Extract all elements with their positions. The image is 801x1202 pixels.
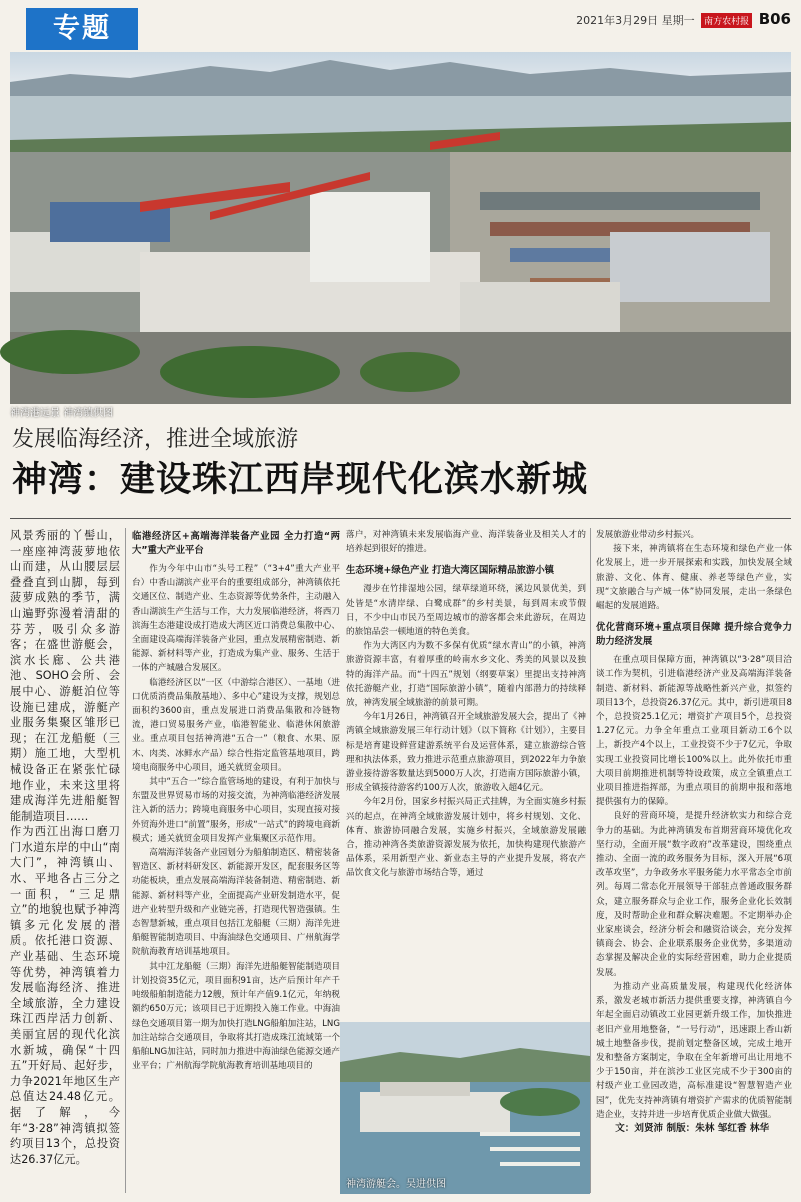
- lead-paragraph: 作为西江出海口磨刀门水道东岸的中山“南大门”，神湾镇山、水、平地各占三分之一面积，“三足鼎立”的地貌也赋予神湾镇多元化发展的潜质。依托港口资源、产业基础、生态环境等优势，神湾镇着力发展临海经济、推进全域旅游，全力建设珠江西岸活力创新、美丽宜居的现代化滨水新城，确保“十四五”开好局、起好步，力争2021年地区生产总值达24.48亿元。据了解，今年“3·28”神湾镇拟签约项目13个，总投资达26.37亿元。: [10, 825, 120, 1166]
- byline: 文：刘贤沛 制版：朱林 邹红香 林华: [615, 1122, 770, 1134]
- headline-subtitle: 发展临海经济，推进全域旅游: [12, 427, 299, 452]
- issue-date: 2021年3月29日: [576, 14, 659, 27]
- article-paragraph: 发展旅游业带动乡村振兴。: [596, 530, 700, 540]
- inset-photo: [340, 1022, 590, 1194]
- article-paragraph: 临港经济区以“一区（中游综合港区）、一基地（进口优质消费品集散基地）、多中心”建设为支撑，规划总面积约3600亩，重点发展进口消费品集散和冷链物流，港口贸易服务产业，临港智能业、临港休闲旅游业。重点项目包括神湾港“五合一”（粮食、水果、原木、肉类、冰鲜水产品）综合性指定监管基地项目，跨境电商服务中心项目，通关就贸金项目。: [132, 677, 340, 773]
- marina-illustration: [340, 1022, 590, 1194]
- newspaper-brand: 南方农村报: [701, 13, 752, 28]
- inset-photo-caption: 神湾游艇会。吴进供图: [346, 1179, 446, 1190]
- article-paragraph: 高端海洋装备产业园划分为船舶制造区、精密装备智造区、新材料研发区、新能源开发区，配套服务区等功能板块，重点发展高端海洋装备制造、精密制造、新能源、新材料等产业，全面提高产业研发制造水平，促进产业转型升级和产业链完善，打造现代智造强镇。生态智慧新城，重点项目包括江龙船艇（三期）海洋先进船艇智能制造项目、中海油绿色交通项目、广州航海学院航海教育培训基地项目。: [132, 848, 340, 958]
- hero-photo-caption: 神湾港远景 神湾镇供图: [10, 408, 114, 419]
- article-paragraph: 其中江龙船艇（三期）海洋先进船艇智能制造项目计划投资35亿元，项目面积91亩，达产后预计年产千吨级船舶制造能力12艘，预计年产值9.1亿元，年纳税额约650万元；该项目已于近期投入施工作业。中海油绿色交通项目第一期为加快打造LNG船舶加注站，LNG加注站综合交通项目，争取将其打造成珠江流域第一个船舶LNG加注站，同时加力推进中海油绿色能源交通产业平台；广州航海学院航海教育培训基地项目的: [132, 961, 340, 1072]
- lead-paragraph: 风景秀丽的丫髻山，一座座神湾菠萝地依山而建，从山腰层层叠叠直到山脚，每到菠萝成熟的季节，满山遍野弥漫着清甜的芬芳，吸引众多游客；在盛世游艇会，滨水长廊、公共港池、SOHO会所、会展中心、游艇泊位等设施已建成，游艇产业服务集聚区雏形已现；在江龙船艇（三期）施工地，大型机械设备正在紧张忙碌地作业，未来这里将建成海洋先进船艇智能制造项目……: [10, 529, 120, 823]
- column-divider: [590, 528, 591, 1193]
- section-title-tourism: 生态环境+绿色产业 打造大湾区国际精品旅游小镇: [346, 565, 554, 577]
- section-title-industry: 临港经济区+高端海洋装备产业园 全力打造“两大”重大产业平台: [132, 531, 340, 556]
- headline-rule: [10, 518, 791, 519]
- article-paragraph: 其中“五合一”综合监管场地的建设，有利于加快与东盟及世界贸易市场的对接交流，为神湾临港经济发展注入新的活力；跨境电商服务中心项目，实现直接对接外贸海外进口“前置”服务，形成“一站式”的跨境电商新模式；通关就贸金项目发挥产业集聚区示范作用。: [132, 777, 340, 844]
- article-paragraph: 作为大湾区内为数不多保有优质“绿水青山”的小镇，神湾旅游资源丰富，有着厚重的岭南水乡文化、秀美的风景以及独特的海洋产品。而“十四五”规划（纲要草案）里提出支持神湾依托游艇产业，打造“国际旅游小镇”，随着内部潜力的持续释放，神湾发展全域旅游的前景可期。: [346, 641, 586, 709]
- column-four: [596, 528, 792, 1193]
- article-paragraph: 落户，对神湾镇未来发展临海产业、海洋装备业及相关人才的培养起到很好的推进。: [346, 530, 586, 555]
- column-two: [132, 528, 340, 1193]
- section-title-business: 优化营商环境+重点项目保障 提升综合竞争力助力经济发展: [596, 622, 792, 648]
- column-divider: [125, 528, 126, 1193]
- hero-photo: [10, 52, 791, 419]
- lead-column: [10, 528, 120, 1193]
- article-paragraph: 作为今年中山市“头号工程”（“3+4”重大产业平台）中香山湖滨产业平台的重要组成部分，神湾镇依托交通区位、制造产业、生态资源等优势条件，主动融入香山湖滨生产生活与工作，大力发展临港经济，将西刀滨海生态港建设成打造成大湾区近口消费总集散中心、全面建设高端海洋装备产业园，重点发展精密制造、新能源、新材料等产业，打造成为集产业、服务、生活于一体的产城融合发展区。: [132, 564, 340, 674]
- issue-meta: [576, 10, 791, 28]
- article-paragraph: 今年2月份，国家乡村振兴局正式挂牌，为全面实施乡村振兴的起点，在神湾全域旅游发展计划中，将乡村规划、文化、体育、旅游协同融合发展，实施乡村振兴，全域旅游发展融合，推动神湾各类旅游资源发展为依托，加快构建现代旅游产品体系，采用新型产业、新业态主导的产业提升发展，将农产品饮食文化与旅游市场结合等，通过: [346, 797, 586, 879]
- column-three: [346, 528, 586, 1018]
- port-aerial-illustration: [10, 52, 791, 404]
- article-paragraph: 接下来，神湾镇将在生态环境和绿色产业一体化发展上，进一步开展探索和实践，加快发展全域旅游、文化、体育、健康、养老等绿色产业，实现“文旅融合与产城一体”协同发展，走出一条绿色崛起的发展道路。: [596, 544, 792, 612]
- article-paragraph: 在重点项目保障方面，神湾镇以“3·28”项目洽谈工作为契机，引进临港经济产业及高端海洋装备制造、新材料、新能源等战略性新兴产业，拟签约项目13个，总投资26.37亿元。其中，新引进项目8个，总投资25.1亿元；增资扩产项目5个，总投资1.27亿元。力争全年重点工业项目新动工6个以上，新投产4个以上，工业投资不少于7亿元，争取实现工业投资同比增长100%以上。此外依托市重大项目前期推进机制等特设政策，成立全镇重点工业项目推进指挥部，为重点项目的前期申报和落地提供强有力的保障。: [596, 655, 792, 808]
- headline-title: 神湾：建设珠江西岸现代化滨水新城: [12, 459, 589, 500]
- article-paragraph: 今年1月26日，神湾镇召开全域旅游发展大会，提出了《神湾镇全域旅游发展三年行动计划》（以下简称《计划》），主要目标是培育建设鲜营建游系统平台及运营体系，建立旅游综合管理和执法体系，致力推进示范重点旅游项目，到2022年力争旅游业接待游客数量达到5000万人次，打造南方国际旅游小镇，形成全镇接待游客约100万人次，旅游收入超4亿元。: [346, 712, 586, 794]
- article-paragraph: 良好的营商环境，是提升经济软实力和综合竞争力的基础。为此神湾镇发布首期营商环境优化攻坚行动，全面开展“数字政府”改革建设，围绕重点推动、全面一流的政务服务为目标，深入开展“6项改革攻坚”，力争政务水平服务能力水平常态全市前列。每周二常态化开展领导干部驻点普通政服务群众，建立服务群众与企业工作，服务企业化长效制度，及时帮助企业和群众解决难题。不定期举办企业家座谈会，经济分析会和融资洽谈会，充分发挥镇商会、协会、企业联系服务企业优势，多渠道动态掌握及解决企业的实际经营困难，助力企业提质发展。: [596, 811, 792, 978]
- page-number: B06: [758, 10, 791, 28]
- section-badge: 专题: [26, 8, 138, 50]
- article-paragraph: 为推动产业高质量发展，构建现代化经济体系，激发老城市新活力提供重要支撑，神湾镇自今年起全面启动镇改工业园更新升级工作，加快推进老旧产业用地整备，“一号行动”，迅速跟上香山新城土地整备步伐，提前划定整备区域，完成土地开发和整备方案制定，争取在全年新增可出让用地不少于150亩，并在滨沙工业区完成不少于300亩的村级产业工业园改造，高标准建设“智慧智造产业园”，优先支持神湾镇有增资扩产需求的优质智能制造企业，支持并进一步培育优质企业做大做强。: [596, 981, 792, 1120]
- article-paragraph: 漫步在竹排湿地公园，绿草绿道环绕，溪边风景优美，到处皆是“水清岸绿、白鹭成群”的乡村美景，每到周末或节假日，不少中山市民乃至周边城市的游客都会来此游玩，在周边的旅馆品尝一顿地道的特色美食。: [346, 584, 586, 638]
- issue-weekday: 星期一: [661, 14, 695, 27]
